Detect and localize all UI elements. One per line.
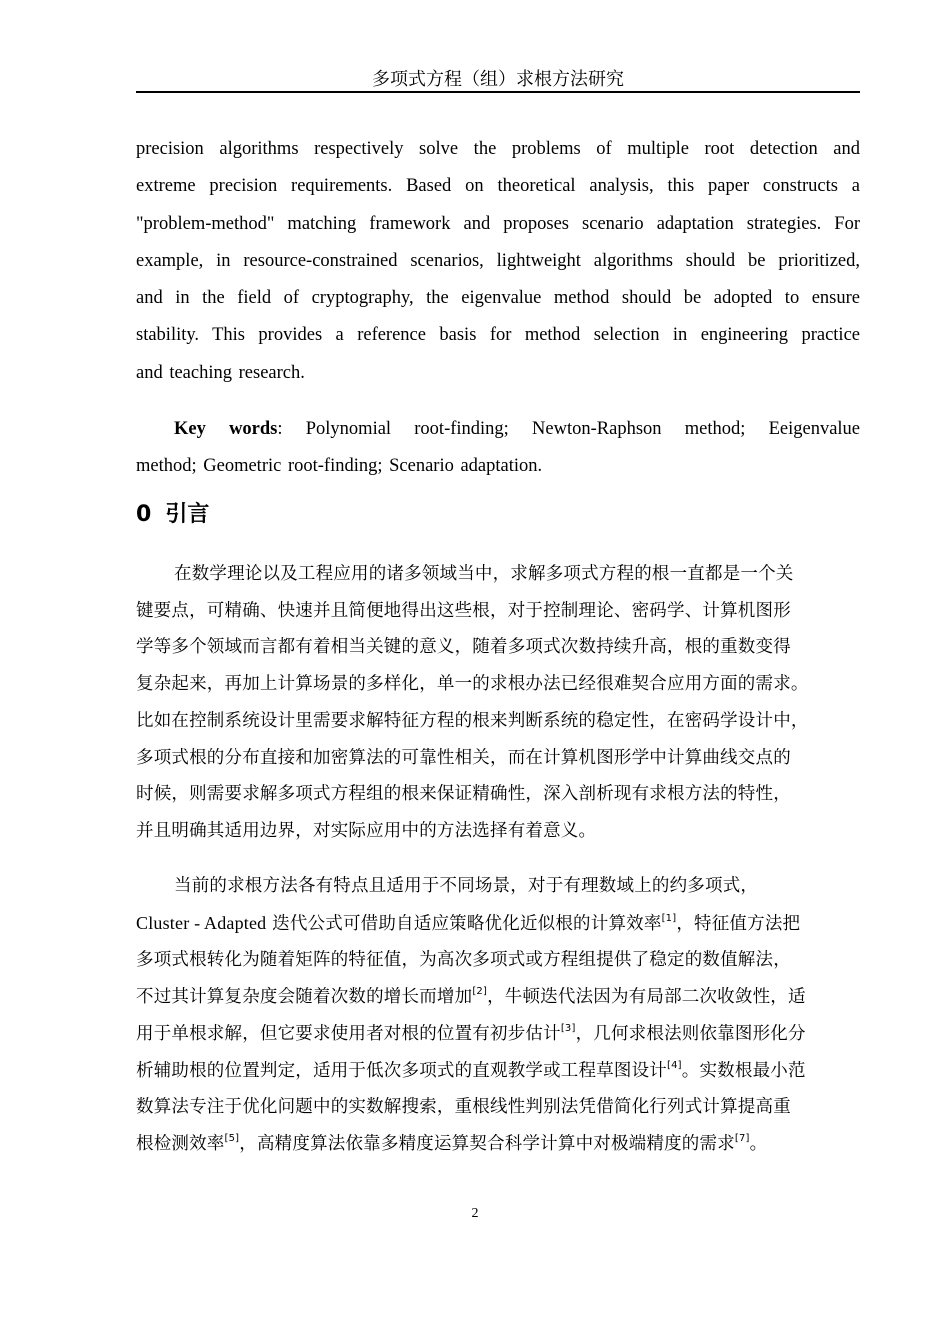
paragraph-line: 复杂起来，再加上计算场景的多样化，单一的求根办法已经很难契合应用方面的需求。 xyxy=(136,674,809,695)
paragraph-text: 用于单根求解，但它要求使用者对根的位置有初步估计 xyxy=(136,1023,561,1044)
intro-paragraph-2 xyxy=(136,868,860,1163)
paragraph-line xyxy=(136,905,860,943)
paragraph-line: 时候，则需要求解多项式方程组的根来保证精确性，深入剖析现有求根方法的特性， xyxy=(136,784,791,805)
citation: [2] xyxy=(472,986,488,998)
paragraph-text: 迭代公式可借助自适应策略优化近似根的计算效率 xyxy=(272,913,662,934)
abstract-line: example, in resource-constrained scenarios, lightweight algorithms should be prioritized, xyxy=(136,250,860,271)
paragraph-text: 。 xyxy=(749,1133,768,1154)
paragraph-line: 在数学理论以及工程应用的诸多领域当中，求解多项式方程的根一直都是一个关 xyxy=(174,564,794,584)
paragraph-line xyxy=(136,1053,860,1090)
intro-paragraph-1 xyxy=(136,556,860,850)
paragraph-line: 数算法专注于优化问题中的实数解搜索，重根线性判别法凭借简化行列式计算提高重 xyxy=(136,1097,791,1118)
paragraph-line: 当前的求根方法各有特点且适用于不同场景，对于有理数域上的约多项式， xyxy=(174,876,759,896)
keywords-label: Key words xyxy=(174,419,278,439)
keywords-text: Polynomial root-finding; Newton-Raphson method; Eeigenvalue xyxy=(305,419,861,439)
paragraph-line xyxy=(136,1016,860,1053)
citation: [5] xyxy=(224,1132,240,1144)
paragraph-text: ，特征值方法把 xyxy=(676,913,801,934)
paragraph-text: ，几何求根法则依靠图形化分 xyxy=(575,1023,806,1044)
abstract-line: "problem-method" matching framework and proposes scenario adaptation strategies. For xyxy=(136,213,860,234)
running-header: 多项式方程（组）求根方法研究 xyxy=(372,69,624,90)
paragraph-line xyxy=(136,1126,860,1163)
page-number: 2 xyxy=(471,1206,479,1221)
citation: [7] xyxy=(734,1132,750,1144)
paragraph-line: 键要点，可精确、快速并且简便地得出这些根，对于控制理论、密码学、计算机图形 xyxy=(136,600,791,621)
section-title: 引言 xyxy=(165,502,210,527)
keywords-separator: : xyxy=(277,419,283,439)
abstract-line: stability. This provides a reference basis for method selection in engineering practice xyxy=(136,325,860,346)
method-name: Cluster - Adapted xyxy=(136,912,267,933)
paragraph-text: ，高精度算法依靠多精度运算契合科学计算中对极端精度的需求 xyxy=(239,1133,735,1154)
keywords-line xyxy=(136,411,860,448)
section-number: 0 xyxy=(136,502,152,527)
paragraph-text: 析辅助根的位置判定，适用于低次多项式的直观教学或工程草图设计 xyxy=(136,1060,667,1081)
citation: [4] xyxy=(667,1059,682,1071)
paragraph-line: 并且明确其适用边界，对实际应用中的方法选择有着意义。 xyxy=(136,820,597,841)
keywords-line: method; Geometric root-finding; Scenario adaptation. xyxy=(136,456,543,477)
paragraph-line: 多项式根转化为随着矩阵的特征值，为高次多项式或方程组提供了稳定的数值解法， xyxy=(136,950,791,971)
keywords-paragraph xyxy=(136,411,860,486)
paragraph-line: 学等多个领域而言都有着相当关键的意义，随着多项式次数持续升高，根的重数变得 xyxy=(136,637,791,658)
citation: [1] xyxy=(661,912,677,924)
abstract-paragraph xyxy=(136,131,860,392)
paragraph-text: ，牛顿迭代法因为有局部二次收敛性，适 xyxy=(487,987,806,1008)
abstract-line: extreme precision requirements. Based on theoretical analysis, this paper constructs a xyxy=(136,176,860,197)
paragraph-text: 。实数根最小范 xyxy=(681,1060,806,1081)
paragraph-text: 根检测效率 xyxy=(136,1133,225,1154)
abstract-line: precision algorithms respectively solve the problems of multiple root detection and xyxy=(136,139,860,159)
paragraph-line: 比如在控制系统设计里需要求解特征方程的根来判断系统的稳定性，在密码学设计中， xyxy=(136,710,809,731)
paragraph-line: 多项式根的分布直接和加密算法的可靠性相关，而在计算机图形学中计算曲线交点的 xyxy=(136,747,791,768)
paragraph-text: 不过其计算复杂度会随着次数的增长而增加 xyxy=(136,987,473,1008)
header-divider xyxy=(136,91,860,93)
paragraph-line xyxy=(136,979,860,1016)
abstract-line: and teaching research. xyxy=(136,362,305,383)
abstract-line: and in the field of cryptography, the eigenvalue method should be adopted to ensure xyxy=(136,288,860,309)
citation: [3] xyxy=(560,1022,576,1034)
section-heading xyxy=(136,500,209,530)
